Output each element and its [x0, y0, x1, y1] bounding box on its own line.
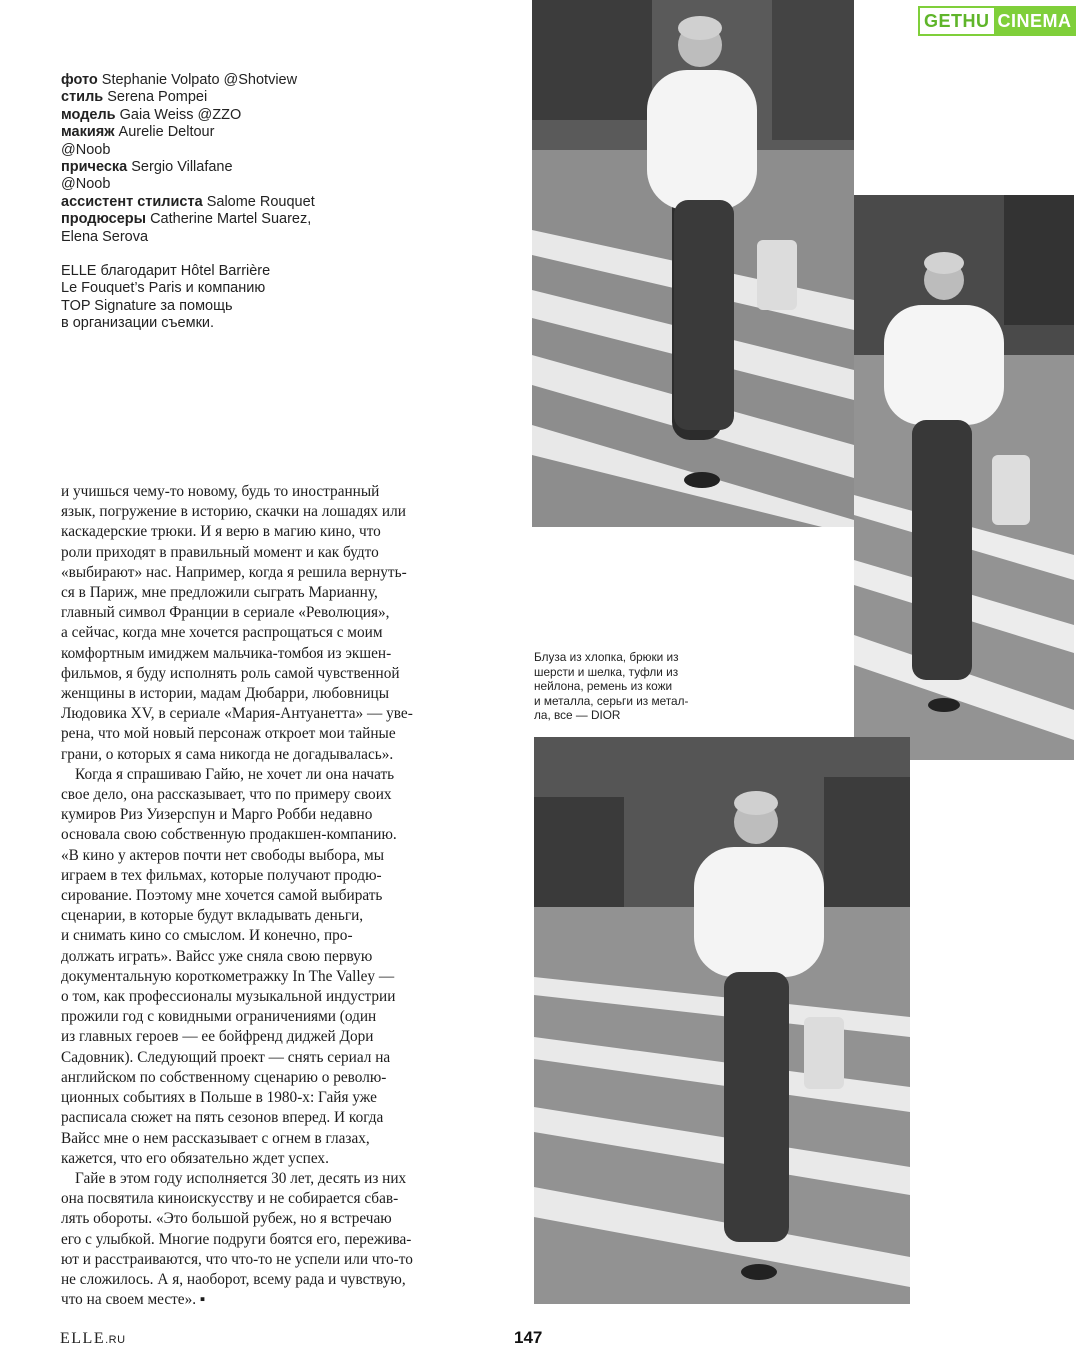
article-line: комфортным имиджем мальчика-томбоя из экшен-: [61, 644, 392, 662]
article-line: кумиров Риз Уизерспун и Марго Робби недавно: [61, 806, 373, 824]
article-line: должать играть». Вайсс уже сняла свою первую: [61, 947, 373, 965]
article-line: ся в Париж, мне предложили сыграть Марианну,: [61, 584, 378, 602]
article-line: роли приходят в правильный момент и как будто: [61, 543, 379, 561]
credit-line: @Noob: [61, 141, 111, 158]
article-line: из главных героев — ее бойфренд диджей Дори: [61, 1028, 374, 1046]
acknowledgement-line: TOP Signature за помощь: [61, 297, 233, 314]
article-line: Садовник). Следующий проект — снять сериал на: [61, 1048, 391, 1066]
article-line: Людовика XV, в сериале «Мария-Антуанетта» — уве-: [61, 705, 413, 723]
article-line: не сложилось. А я, наоборот, всему рада и чувствую,: [61, 1270, 406, 1288]
article-line: Вайсс мне о нем рассказывает с огнем в глазах,: [61, 1129, 370, 1147]
credit-line: прическа Sergio Villafane: [61, 159, 233, 176]
watermark-logo: [918, 4, 1078, 38]
article-line: прожили год с ковидными ограничениями (один: [61, 1008, 377, 1026]
article-line: сценарии, в которые будут вкладывать деньги,: [61, 907, 364, 925]
article-line: что на своем месте». ▪: [61, 1291, 206, 1309]
article-line: его с улыбкой. Многие подруги боятся его, пережива-: [61, 1230, 412, 1248]
credit-line: продюсеры Catherine Martel Suarez,: [61, 211, 312, 228]
credit-line: стиль Serena Pompei: [61, 89, 208, 106]
credit-line: @Noob: [61, 176, 111, 193]
page-number: 147: [514, 1328, 543, 1347]
article-line: Когда я спрашиваю Гайю, не хочет ли она начать: [75, 765, 395, 783]
acknowledgement-line: в организации съемки.: [61, 315, 215, 332]
article-line: она посвятила киноискусству и не собирается сбав-: [61, 1190, 399, 1208]
caption-line: шерсти и шелка, туфли из: [534, 664, 679, 679]
article-line: документальную короткометражку In The Valley —: [61, 967, 395, 985]
article-line: сирование. Поэтому мне хочется самой выбирать: [61, 887, 383, 905]
photo-top: [532, 0, 854, 527]
article-line: рена, что мой новый персонаж откроет мои тайные: [61, 725, 396, 743]
watermark-part2: CINEMA: [994, 6, 1076, 36]
article-line: язык, погружение в историю, скачки на лошадях или: [61, 503, 406, 521]
article-line: расписала сюжет на пять сезонов вперед. И когда: [61, 1109, 384, 1127]
article-line: «В кино у актеров почти нет свободы выбора, мы: [61, 846, 384, 864]
article-line: грани, о которых я сама никогда не догадывалась».: [61, 745, 394, 763]
article-line: кажется, что его обязательно ждет успех.: [61, 1149, 329, 1167]
article-line: основала свою собственную продакшен-компанию.: [61, 826, 397, 844]
article-line: свое дело, она рассказывает, что по примеру своих: [61, 786, 392, 804]
article-body: [61, 482, 441, 1310]
article-line: главный символ Франции в сериале «Революция»,: [61, 604, 390, 622]
acknowledgement: [61, 263, 361, 333]
article-line: лять обороты. «Это большой рубеж, но я встречаю: [61, 1210, 392, 1228]
article-line: и снимать кино со смыслом. И конечно, про-: [61, 927, 353, 945]
article-line: «выбирают» нас. Например, когда я решила вернуть-: [61, 563, 407, 581]
caption-line: нейлона, ремень из кожи: [534, 679, 673, 694]
article-line: фильмов, я буду исполнять роль самой чувственной: [61, 664, 400, 682]
credit-line: Elena Serova: [61, 228, 149, 245]
article-line: ционных событиях в Польше в 1980-х: Гайя уже: [61, 1089, 377, 1107]
photo-right: [854, 195, 1074, 760]
article-line: женщины в истории, мадам Дюбарри, любовницы: [61, 685, 389, 703]
credit-line: модель Gaia Weiss @ZZO: [61, 106, 242, 123]
article-line: Гайе в этом году исполняется 30 лет, десять из них: [75, 1169, 407, 1187]
article-line: играем в тех фильмах, которые получают продю-: [61, 866, 382, 884]
credit-line: макияж Aurelie Deltour: [61, 124, 215, 141]
photo-caption: [534, 650, 714, 723]
photo-bottom: [534, 737, 910, 1304]
article-line: о том, как профессионалы музыкальной индустрии: [61, 988, 396, 1006]
credit-line: фото Stephanie Volpato @Shotview: [61, 72, 298, 88]
caption-line: Блуза из хлопка, брюки из: [534, 650, 679, 664]
photo-credits: [61, 72, 361, 246]
credit-line: ассистент стилиста Salome Rouquet: [61, 193, 315, 210]
elle-logo: ELLE.RU: [60, 1330, 126, 1347]
caption-line: и металла, серьги из метал-: [534, 693, 689, 708]
watermark-part1: GETHU: [918, 6, 994, 36]
article-line: а сейчас, когда мне хочется распрощаться с моим: [61, 624, 383, 642]
article-line: и учишься чему-то новому, будь то иностранный: [61, 483, 380, 500]
article-line: английском по собственному сценарию о револю-: [61, 1068, 387, 1086]
article-line: ют и расстраиваются, что что-то не успели или что-то: [61, 1250, 413, 1268]
acknowledgement-line: Le Fouquet’s Paris и компанию: [61, 280, 266, 297]
article-line: каскадерские трюки. И я верю в магию кино, что: [61, 523, 381, 541]
caption-line: ла, все — DIOR: [534, 708, 621, 723]
acknowledgement-line: ELLE благодарит Hôtel Barrière: [61, 263, 271, 279]
